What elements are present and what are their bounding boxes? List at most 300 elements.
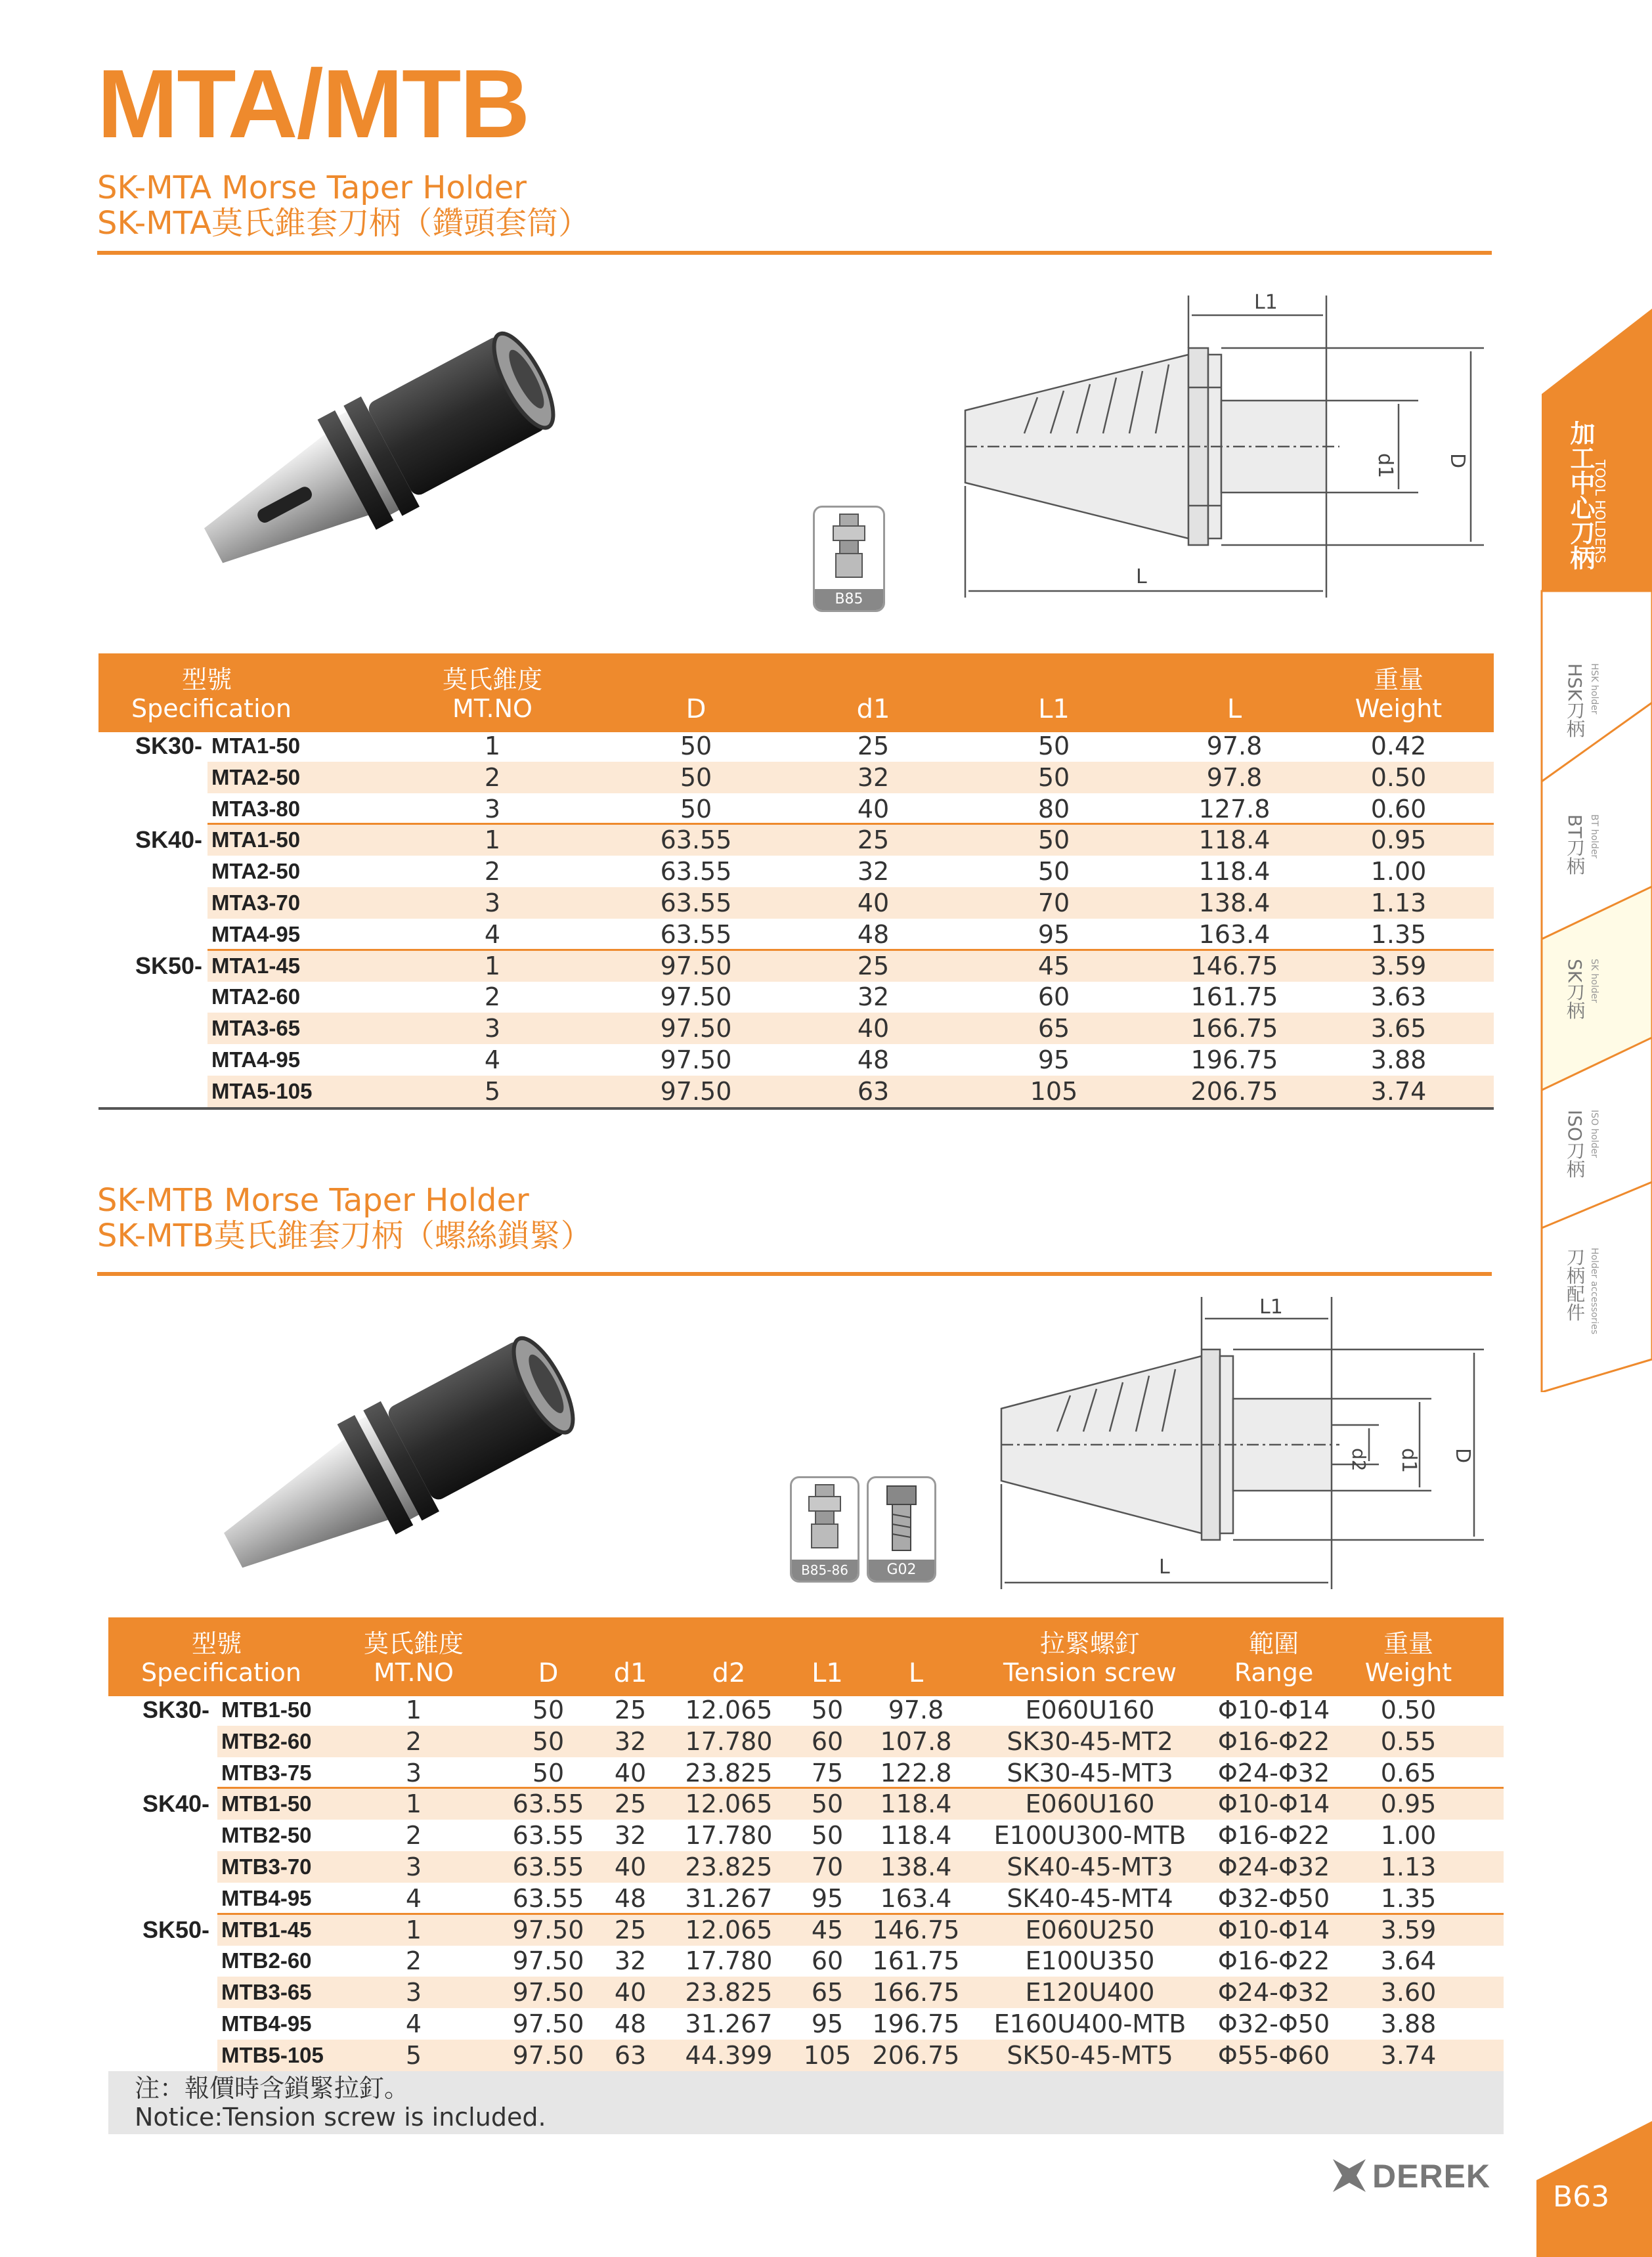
- mta-header-L: L: [1227, 694, 1242, 724]
- table-row: [98, 1013, 1494, 1044]
- table-row: [98, 981, 1494, 1013]
- sidebar-tab-2[interactable]: SK刀柄: [1564, 959, 1586, 1020]
- screw-cell: E060U160: [1025, 1696, 1155, 1724]
- spec-cell: MTB1-50: [221, 1698, 312, 1722]
- L-cell: 196.75: [1190, 1045, 1278, 1074]
- D-cell: 50: [532, 1696, 565, 1724]
- mtb-technical-drawing: [985, 1287, 1484, 1596]
- d1-cell: 40: [857, 794, 890, 823]
- spec-cell: MTA3-80: [211, 796, 301, 821]
- sidebar-tab-0[interactable]: HSK刀柄: [1564, 663, 1586, 738]
- notice-zh: 注：報價時含鎖緊拉釘。: [135, 2074, 410, 2103]
- b85-86-pull-stud-thumbnail: [790, 1476, 859, 1583]
- spec-cell: MTB1-45: [221, 1917, 312, 1942]
- d1-cell: 32: [614, 1821, 647, 1851]
- d1-cell: 32: [857, 857, 890, 887]
- L1-cell: 70: [1037, 888, 1070, 917]
- mta-header-spec-en: Specification: [131, 694, 292, 723]
- L-cell: 118.4: [880, 1789, 952, 1819]
- w-cell: 0.55: [1380, 1726, 1437, 1756]
- spec-cell: MTB3-65: [221, 1980, 312, 2005]
- table-row: [98, 856, 1494, 887]
- L-cell: 127.8: [1198, 794, 1271, 823]
- L-cell: 146.75: [872, 1915, 960, 1944]
- dim-d-label: D: [1451, 1448, 1474, 1464]
- L1-cell: 60: [811, 1726, 844, 1756]
- table-row: [108, 1977, 1504, 2008]
- mt-cell: 3: [405, 1758, 422, 1787]
- L-cell: 163.4: [880, 1883, 952, 1913]
- derek-logo-icon: [1333, 2159, 1366, 2192]
- range-cell: Φ32-Φ50: [1217, 2009, 1330, 2038]
- w-cell: 0.65: [1380, 1758, 1437, 1787]
- d2-cell: 23.825: [685, 1852, 773, 1881]
- page-number: B63: [1553, 2180, 1610, 2214]
- D-cell: 97.50: [660, 951, 732, 980]
- mt-cell: 1: [484, 825, 501, 855]
- D-cell: 97.50: [512, 2009, 584, 2038]
- L1-cell: 50: [811, 1789, 844, 1819]
- d2-cell: 44.399: [685, 2040, 773, 2070]
- D-cell: 97.50: [660, 1014, 732, 1043]
- pull-stud-label: B85: [815, 589, 883, 610]
- d1-cell: 40: [614, 1852, 647, 1881]
- range-cell: Φ32-Φ50: [1217, 1883, 1330, 1913]
- w-cell: 3.59: [1370, 951, 1427, 980]
- table-row: [108, 1820, 1504, 1851]
- L-cell: 118.4: [1198, 857, 1271, 887]
- mtb-header-weight-zh: 重量: [1383, 1629, 1433, 1658]
- spec-cell: MTB2-50: [221, 1823, 312, 1848]
- mt-cell: 3: [484, 888, 501, 917]
- D-cell: 97.50: [660, 1076, 732, 1106]
- mtb-header-range-zh: 範圍: [1248, 1629, 1299, 1658]
- mta-header-d1: d1: [856, 694, 890, 724]
- mta-header-spec-zh: 型號: [181, 665, 232, 694]
- spec-cell: MTA4-95: [211, 921, 301, 946]
- dim-l-label: L: [1136, 565, 1147, 588]
- L-cell: 118.4: [880, 1821, 952, 1851]
- mtb-table-body: [108, 1694, 1504, 2075]
- d1-cell: 25: [857, 825, 890, 855]
- table-row: [98, 730, 1494, 762]
- L1-cell: 95: [811, 2009, 844, 2038]
- range-cell: Φ16-Φ22: [1217, 1726, 1330, 1756]
- pull-stud-icon: [792, 1478, 858, 1557]
- sidebar-tab-en-2: SK holder: [1589, 959, 1599, 1003]
- d1-cell: 48: [614, 1883, 647, 1913]
- L1-cell: 65: [1037, 1014, 1070, 1043]
- L1-cell: 50: [1037, 825, 1070, 855]
- D-cell: 97.50: [512, 1978, 584, 2007]
- w-cell: 0.42: [1370, 732, 1427, 760]
- spec-cell: MTB2-60: [221, 1948, 312, 1973]
- D-cell: 63.55: [512, 1821, 584, 1851]
- mt-cell: 4: [484, 1045, 501, 1074]
- w-cell: 0.95: [1370, 825, 1427, 855]
- group-label: SK50-: [135, 952, 203, 979]
- notice-box: [108, 2071, 1504, 2134]
- mt-cell: 3: [484, 1014, 501, 1043]
- table-row: [108, 1757, 1504, 1789]
- spec-cell: MTA2-50: [211, 764, 301, 789]
- mt-cell: 3: [484, 794, 501, 823]
- dim-d1-label: d1: [1374, 453, 1397, 479]
- L1-cell: 75: [811, 1758, 844, 1787]
- L-cell: 161.75: [1190, 982, 1278, 1012]
- spec-cell: MTB4-95: [221, 1885, 312, 1910]
- D-cell: 50: [532, 1726, 565, 1756]
- mta-product-photo: [177, 328, 598, 578]
- screw-icon: [869, 1478, 934, 1557]
- mta-table-header: [98, 653, 1494, 732]
- d2-cell: 23.825: [685, 1758, 773, 1787]
- table-row: [108, 2040, 1504, 2071]
- L1-cell: 70: [811, 1852, 844, 1881]
- L1-cell: 60: [811, 1946, 844, 1976]
- sidebar-tab-4[interactable]: 刀柄配件: [1564, 1248, 1586, 1321]
- sidebar-active-tab-en: TOOL HOLDERS: [1592, 460, 1608, 563]
- mtb-table-header: [108, 1617, 1504, 1696]
- table-row: [98, 762, 1494, 793]
- group-label: SK30-: [142, 1696, 210, 1723]
- screw-cell: E100U300-MTB: [993, 1821, 1186, 1851]
- table-row: [108, 1726, 1504, 1757]
- w-cell: 3.65: [1370, 1014, 1427, 1043]
- group-label: SK40-: [135, 826, 203, 854]
- mt-cell: 1: [405, 1915, 422, 1944]
- mt-cell: 1: [405, 1789, 422, 1819]
- d1-cell: 32: [614, 1946, 647, 1976]
- L1-cell: 65: [811, 1978, 844, 2007]
- notice-en: Notice:Tension screw is included.: [135, 2103, 546, 2132]
- d1-cell: 32: [857, 762, 890, 792]
- screw-cell: SK30-45-MT2: [1007, 1726, 1173, 1756]
- mta-table-body: [98, 730, 1494, 1111]
- D-cell: 97.50: [512, 1915, 584, 1944]
- d2-cell: 12.065: [685, 1789, 773, 1819]
- range-cell: Φ55-Φ60: [1217, 2040, 1330, 2070]
- mt-cell: 4: [484, 919, 501, 949]
- L-cell: 97.8: [888, 1696, 944, 1724]
- L1-cell: 80: [1037, 794, 1070, 823]
- mt-cell: 5: [484, 1076, 501, 1106]
- range-cell: Φ24-Φ32: [1217, 1978, 1330, 2007]
- screw-cell: SK30-45-MT3: [1007, 1758, 1173, 1787]
- L1-cell: 95: [1037, 919, 1070, 949]
- mtb-header-spec-en: Specification: [141, 1658, 301, 1687]
- range-cell: Φ10-Φ14: [1217, 1915, 1330, 1944]
- mt-cell: 3: [405, 1852, 422, 1881]
- mtb-title-zh: SK-MTB莫氏錐套刀柄（螺絲鎖緊）: [97, 1217, 592, 1254]
- range-cell: Φ10-Φ14: [1217, 1696, 1330, 1724]
- d1-cell: 40: [614, 1758, 647, 1787]
- dim-l1-label: L1: [1259, 1296, 1283, 1319]
- w-cell: 3.60: [1380, 1978, 1437, 2007]
- range-cell: Φ24-Φ32: [1217, 1852, 1330, 1881]
- spec-cell: MTA5-105: [211, 1078, 313, 1103]
- mta-header-mt-en: MT.NO: [452, 694, 533, 723]
- sidebar-tab-1[interactable]: BT刀柄: [1564, 814, 1586, 875]
- pull-stud-label: B85-86: [792, 1560, 858, 1581]
- spec-cell: MTA4-95: [211, 1047, 301, 1072]
- L-cell: 138.4: [1198, 888, 1271, 917]
- D-cell: 50: [680, 762, 712, 792]
- w-cell: 3.74: [1380, 2040, 1437, 2070]
- mt-cell: 1: [484, 732, 501, 760]
- w-cell: 1.35: [1370, 919, 1427, 949]
- b85-pull-stud-thumbnail: [813, 506, 885, 612]
- w-cell: 3.88: [1370, 1045, 1427, 1074]
- D-cell: 97.50: [660, 982, 732, 1012]
- sidebar-active-tab-zh[interactable]: 加工中心刀柄: [1566, 420, 1595, 570]
- d2-cell: 17.780: [685, 1726, 773, 1756]
- mt-cell: 2: [405, 1821, 422, 1851]
- D-cell: 63.55: [660, 857, 732, 887]
- page-title: MTA/MTB: [97, 50, 529, 158]
- L-cell: 206.75: [872, 2040, 960, 2070]
- spec-cell: MTB5-105: [221, 2042, 324, 2067]
- d1-cell: 63: [857, 1076, 890, 1106]
- sidebar-tab-en-3: ISO holder: [1589, 1110, 1599, 1158]
- mtb-header-mt-zh: 莫氏錐度: [363, 1629, 464, 1658]
- table-row: [108, 2008, 1504, 2040]
- spec-cell: MTA1-50: [211, 827, 301, 852]
- d2-cell: 12.065: [685, 1915, 773, 1944]
- L1-cell: 50: [1037, 732, 1070, 760]
- w-cell: 1.35: [1380, 1883, 1437, 1913]
- spec-cell: MTA3-65: [211, 1016, 301, 1041]
- D-cell: 50: [680, 794, 712, 823]
- table-row: [108, 1914, 1504, 1946]
- group-label: SK40-: [142, 1790, 210, 1818]
- L1-cell: 105: [1030, 1076, 1078, 1106]
- L1-cell: 45: [1037, 951, 1070, 980]
- w-cell: 3.63: [1370, 982, 1427, 1012]
- table-row: [98, 1076, 1494, 1107]
- screw-cell: E160U400-MTB: [993, 2009, 1186, 2038]
- pull-stud-icon: [815, 508, 883, 586]
- d1-cell: 48: [614, 2009, 647, 2038]
- w-cell: 1.13: [1380, 1852, 1437, 1881]
- w-cell: 1.13: [1370, 888, 1427, 917]
- D-cell: 97.50: [512, 2040, 584, 2070]
- mt-cell: 4: [405, 1883, 422, 1913]
- mtb-header-screw-en: Tension screw: [1003, 1658, 1177, 1687]
- L-cell: 107.8: [880, 1726, 952, 1756]
- group-label: SK30-: [135, 732, 203, 759]
- w-cell: 0.95: [1380, 1789, 1437, 1819]
- screw-label: G02: [869, 1560, 934, 1581]
- w-cell: 0.60: [1370, 794, 1427, 823]
- L1-cell: 95: [1037, 1045, 1070, 1074]
- d1-cell: 48: [857, 919, 890, 949]
- mtb-header-mt-en: MT.NO: [374, 1658, 454, 1687]
- mtb-header-screw-zh: 拉緊螺釘: [1039, 1629, 1140, 1658]
- mt-cell: 2: [405, 1726, 422, 1756]
- table-row: [108, 1851, 1504, 1883]
- L-cell: 138.4: [880, 1852, 952, 1881]
- L1-cell: 60: [1037, 982, 1070, 1012]
- L-cell: 122.8: [880, 1758, 952, 1787]
- mtb-header-D: D: [538, 1658, 559, 1688]
- d1-cell: 63: [614, 2040, 647, 2070]
- sidebar-tab-3[interactable]: ISO刀柄: [1564, 1110, 1586, 1179]
- spec-cell: MTA2-60: [211, 984, 301, 1009]
- L-cell: 196.75: [872, 2009, 960, 2038]
- w-cell: 3.74: [1370, 1076, 1427, 1106]
- table-row: [108, 1788, 1504, 1820]
- mta-table-bottom-rule: [98, 1107, 1494, 1110]
- L-cell: 206.75: [1190, 1076, 1278, 1106]
- table-row: [98, 887, 1494, 919]
- L1-cell: 95: [811, 1883, 844, 1913]
- L1-cell: 105: [803, 2040, 852, 2070]
- mtb-header-weight-en: Weight: [1364, 1658, 1452, 1687]
- w-cell: 3.88: [1380, 2009, 1437, 2038]
- spec-cell: MTA1-45: [211, 953, 301, 978]
- d1-cell: 25: [614, 1789, 647, 1819]
- spec-cell: MTB1-50: [221, 1791, 312, 1816]
- d1-cell: 40: [857, 1014, 890, 1043]
- table-row: [98, 1044, 1494, 1076]
- mt-cell: 1: [405, 1696, 422, 1724]
- mtb-product-photo: [197, 1333, 617, 1583]
- range-cell: Φ16-Φ22: [1217, 1946, 1330, 1976]
- d2-cell: 17.780: [685, 1946, 773, 1976]
- L1-cell: 50: [811, 1696, 844, 1724]
- d2-cell: 23.825: [685, 1978, 773, 2007]
- L-cell: 163.4: [1198, 919, 1271, 949]
- mt-cell: 3: [405, 1978, 422, 2007]
- sidebar-tab-en-0: HSK holder: [1589, 663, 1599, 714]
- d1-cell: 32: [614, 1726, 647, 1756]
- w-cell: 3.64: [1380, 1946, 1437, 1976]
- dim-d1-label: d1: [1397, 1448, 1420, 1474]
- mtb-title-rule: [97, 1272, 1492, 1276]
- d2-cell: 17.780: [685, 1821, 773, 1851]
- brand-name: DEREK: [1372, 2158, 1491, 2195]
- mta-title-zh: SK-MTA莫氏錐套刀柄（鑽頭套筒）: [97, 205, 590, 242]
- g02-screw-thumbnail: [867, 1476, 936, 1583]
- D-cell: 63.55: [512, 1852, 584, 1881]
- d1-cell: 25: [614, 1915, 647, 1944]
- L-cell: 97.8: [1206, 732, 1263, 760]
- table-row: [98, 919, 1494, 950]
- spec-cell: MTB3-75: [221, 1760, 312, 1785]
- mta-header-weight-zh: 重量: [1373, 665, 1424, 694]
- mta-header-L1: L1: [1038, 694, 1070, 724]
- screw-cell: SK40-45-MT3: [1007, 1852, 1173, 1881]
- D-cell: 97.50: [660, 1045, 732, 1074]
- L-cell: 166.75: [1190, 1014, 1278, 1043]
- mtb-header-L1: L1: [812, 1658, 843, 1688]
- dim-d2-label: d2: [1348, 1448, 1370, 1472]
- table-row: [108, 1883, 1504, 1914]
- L1-cell: 45: [811, 1915, 844, 1944]
- mta-header-weight-en: Weight: [1355, 694, 1443, 723]
- D-cell: 50: [532, 1758, 565, 1787]
- spec-cell: MTB2-60: [221, 1728, 312, 1753]
- mt-cell: 2: [484, 982, 501, 1012]
- screw-cell: E060U160: [1025, 1789, 1155, 1819]
- mt-cell: 2: [405, 1946, 422, 1976]
- L1-cell: 50: [811, 1821, 844, 1851]
- D-cell: 63.55: [660, 888, 732, 917]
- table-row: [108, 1945, 1504, 1977]
- mtb-header-d1: d1: [613, 1658, 647, 1688]
- D-cell: 50: [680, 732, 712, 760]
- mta-title-en: SK-MTA Morse Taper Holder: [97, 169, 527, 206]
- w-cell: 1.00: [1380, 1821, 1437, 1851]
- screw-cell: SK50-45-MT5: [1007, 2040, 1173, 2070]
- dim-d-label: D: [1446, 453, 1469, 469]
- mtb-header-L: L: [908, 1658, 924, 1688]
- sidebar-tab-en-4: Holder accessories: [1589, 1248, 1599, 1334]
- L-cell: 161.75: [872, 1946, 960, 1976]
- mta-header-mt-zh: 莫氏錐度: [442, 665, 542, 694]
- D-cell: 63.55: [512, 1883, 584, 1913]
- group-label: SK50-: [142, 1916, 210, 1943]
- spec-cell: MTB4-95: [221, 2011, 312, 2036]
- D-cell: 63.55: [660, 825, 732, 855]
- w-cell: 1.00: [1370, 857, 1427, 887]
- L-cell: 146.75: [1190, 951, 1278, 980]
- mt-cell: 1: [484, 951, 501, 980]
- table-row: [98, 824, 1494, 856]
- table-row: [98, 793, 1494, 825]
- L1-cell: 50: [1037, 857, 1070, 887]
- d1-cell: 25: [857, 732, 890, 760]
- mt-cell: 5: [405, 2040, 422, 2070]
- mt-cell: 2: [484, 857, 501, 887]
- L1-cell: 50: [1037, 762, 1070, 792]
- table-row: [108, 1694, 1504, 1726]
- screw-cell: E120U400: [1025, 1978, 1155, 2007]
- screw-cell: E060U250: [1025, 1915, 1155, 1944]
- mta-header-D: D: [685, 694, 706, 724]
- dim-l-label: L: [1159, 1556, 1170, 1579]
- d2-cell: 31.267: [685, 2009, 773, 2038]
- dim-l1-label: L1: [1254, 291, 1278, 314]
- mt-cell: 4: [405, 2009, 422, 2038]
- mta-technical-drawing: [946, 282, 1484, 611]
- L-cell: 166.75: [872, 1978, 960, 2007]
- sidebar-tab-en-1: BT holder: [1589, 814, 1599, 859]
- mtb-title-en: SK-MTB Morse Taper Holder: [97, 1182, 529, 1219]
- D-cell: 97.50: [512, 1946, 584, 1976]
- D-cell: 63.55: [660, 919, 732, 949]
- d1-cell: 25: [614, 1696, 647, 1724]
- d2-cell: 12.065: [685, 1696, 773, 1724]
- table-row: [98, 950, 1494, 982]
- w-cell: 3.59: [1380, 1915, 1437, 1944]
- d1-cell: 40: [857, 888, 890, 917]
- screw-cell: E100U350: [1025, 1946, 1155, 1976]
- mt-cell: 2: [484, 762, 501, 792]
- d1-cell: 32: [857, 982, 890, 1012]
- mta-title-rule: [97, 251, 1492, 255]
- mtb-header-d2: d2: [712, 1658, 746, 1688]
- spec-cell: MTA2-50: [211, 859, 301, 884]
- D-cell: 63.55: [512, 1789, 584, 1819]
- range-cell: Φ10-Φ14: [1217, 1789, 1330, 1819]
- screw-cell: SK40-45-MT4: [1007, 1883, 1173, 1913]
- L-cell: 118.4: [1198, 825, 1271, 855]
- spec-cell: MTB3-70: [221, 1854, 312, 1879]
- spec-cell: MTA3-70: [211, 890, 301, 915]
- L-cell: 97.8: [1206, 762, 1263, 792]
